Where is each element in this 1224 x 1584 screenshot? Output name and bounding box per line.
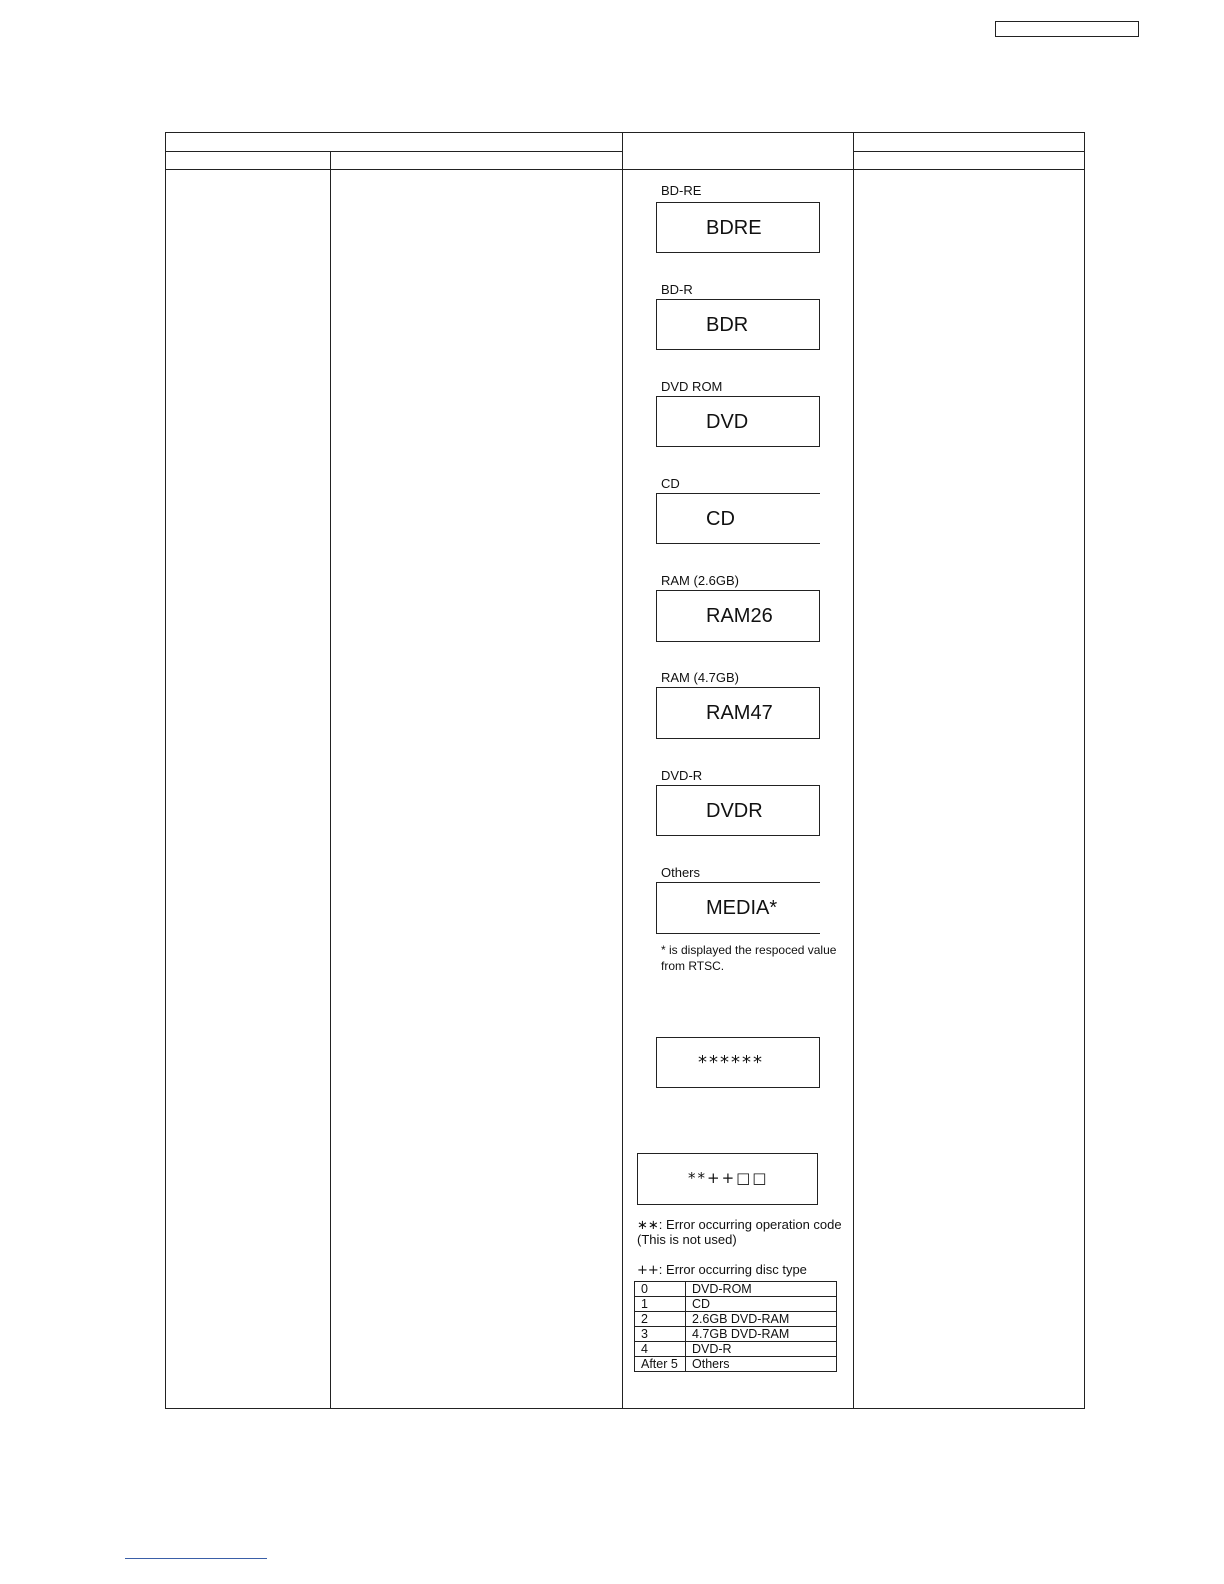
display-label: BD-RE — [661, 183, 702, 198]
disc-type-text: : Error occurring disc type — [658, 1262, 807, 1277]
table-row — [635, 1282, 837, 1297]
column-divider-1 — [330, 151, 331, 1409]
display-text: RAM47 — [706, 702, 773, 724]
header-row-1-line-right — [853, 151, 1085, 152]
disc-type-note — [637, 1262, 807, 1278]
op-code-note — [637, 1217, 842, 1233]
disc-code-cell: 2 — [635, 1312, 686, 1327]
disc-type-cell: 2.6GB DVD-RAM — [686, 1312, 837, 1327]
table-row — [635, 1342, 837, 1357]
display-label: BD-R — [661, 282, 693, 297]
disc-code-cell: 0 — [635, 1282, 686, 1297]
op-code-symbol: ∗∗ — [637, 1218, 659, 1233]
footer-link-line — [125, 1558, 267, 1559]
page-header-box — [995, 21, 1139, 37]
header-row-1-line — [165, 151, 622, 152]
column-divider-3 — [853, 132, 854, 1409]
disc-type-cell: 4.7GB DVD-RAM — [686, 1327, 837, 1342]
display-label: DVD ROM — [661, 379, 723, 394]
disc-code-cell: After 5 — [635, 1357, 686, 1372]
table-row — [635, 1297, 837, 1312]
display-text: MEDIA* — [706, 897, 778, 919]
disc-type-cell: DVD-R — [686, 1342, 837, 1357]
disc-code-cell: 3 — [635, 1327, 686, 1342]
disc-type-cell: CD — [686, 1297, 837, 1312]
op-code-text: : Error occurring operation code — [658, 1217, 842, 1232]
display-error-text: **++□□ — [688, 1169, 769, 1187]
disc-code-cell: 4 — [635, 1342, 686, 1357]
op-code-subnote: (This is not used) — [637, 1232, 737, 1247]
display-text: CD — [706, 508, 735, 530]
display-label: CD — [661, 476, 680, 491]
table-row — [635, 1312, 837, 1327]
column-divider-2 — [622, 132, 623, 1409]
display-text: RAM26 — [706, 605, 773, 627]
display-text: BDRE — [706, 217, 762, 239]
display-label: DVD-R — [661, 768, 703, 783]
display-text: DVDR — [706, 800, 763, 822]
others-note-line-2: from RTSC. — [661, 959, 725, 973]
display-label: Others — [661, 865, 701, 880]
table-row — [635, 1357, 837, 1372]
display-panel — [656, 493, 820, 544]
display-label: RAM (4.7GB) — [661, 670, 740, 685]
disc-type-table — [634, 1281, 837, 1372]
disc-type-symbol: ++ — [637, 1263, 659, 1278]
disc-code-cell: 1 — [635, 1297, 686, 1312]
display-text: BDR — [706, 314, 749, 336]
disc-type-cell: DVD-ROM — [686, 1282, 837, 1297]
display-label: RAM (2.6GB) — [661, 573, 740, 588]
display-text: DVD — [706, 411, 749, 433]
display-stars-text: ****** — [698, 1052, 764, 1073]
disc-type-cell: Others — [686, 1357, 837, 1372]
header-row-2-line — [165, 169, 1085, 170]
table-row — [635, 1327, 837, 1342]
table-outer-border — [165, 132, 1085, 1409]
others-note-line-1: * is displayed the respoced value — [661, 943, 837, 957]
